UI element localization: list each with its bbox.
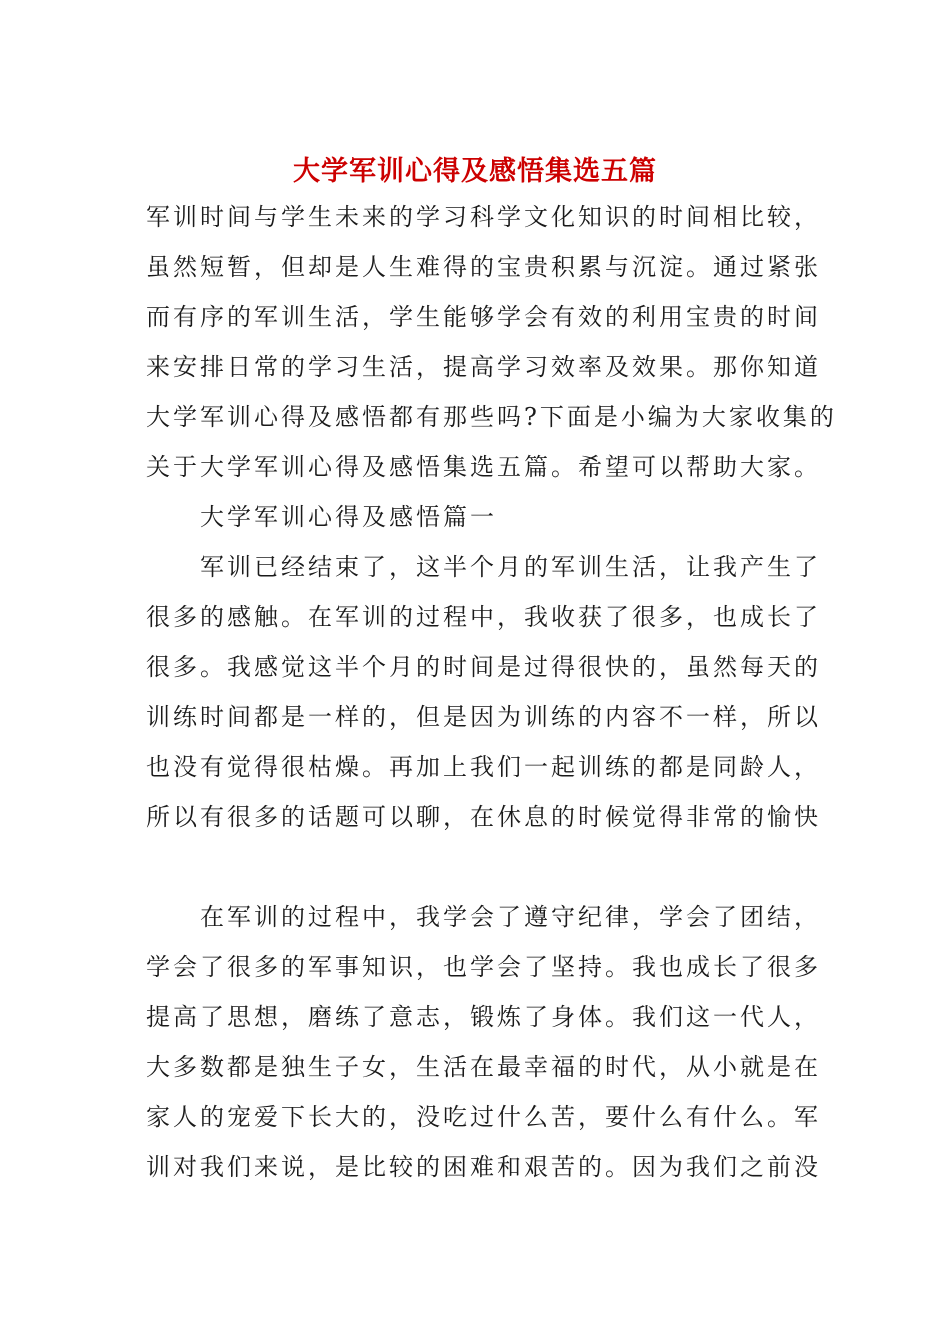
body-line-12: 所以有很多的话题可以聊，在休息的时候觉得非常的愉快 <box>146 803 821 831</box>
body-line-4: 来安排日常的学习生活，提高学习效率及效果。那你知道 <box>146 353 821 381</box>
body-line-13: 在军训的过程中，我学会了遵守纪律，学会了团结， <box>200 903 821 931</box>
body-line-16: 大多数都是独生子女，生活在最幸福的时代，从小就是在 <box>146 1053 821 1081</box>
body-line-14: 学会了很多的军事知识，也学会了坚持。我也成长了很多 <box>146 953 821 981</box>
body-line-5: 大学军训心得及感悟都有那些吗?下面是小编为大家收集的 <box>146 403 837 431</box>
body-line-10: 训练时间都是一样的，但是因为训练的内容不一样，所以 <box>146 703 821 731</box>
document-title: 大学军训心得及感悟集选五篇 <box>293 156 657 187</box>
body-line-3: 而有序的军训生活，学生能够学会有效的利用宝贵的时间 <box>146 303 821 331</box>
body-line-9: 很多。我感觉这半个月的时间是过得很快的，虽然每天的 <box>146 653 821 681</box>
body-line-2: 虽然短暂，但却是人生难得的宝贵积累与沉淀。通过紧张 <box>146 253 821 281</box>
body-line-1: 军训时间与学生未来的学习科学文化知识的时间相比较， <box>146 203 821 231</box>
body-line-11: 也没有觉得很枯燥。再加上我们一起训练的都是同龄人， <box>146 753 821 781</box>
section-heading: 大学军训心得及感悟篇一 <box>200 503 497 531</box>
body-line-15: 提高了思想，磨练了意志，锻炼了身体。我们这一代人， <box>146 1003 821 1031</box>
body-line-7: 军训已经结束了，这半个月的军训生活，让我产生了 <box>200 553 821 581</box>
body-line-6: 关于大学军训心得及感悟集选五篇。希望可以帮助大家。 <box>146 453 821 481</box>
body-line-17: 家人的宠爱下长大的，没吃过什么苦，要什么有什么。军 <box>146 1103 821 1131</box>
body-line-18: 训对我们来说，是比较的困难和艰苦的。因为我们之前没 <box>146 1153 821 1181</box>
body-line-8: 很多的感触。在军训的过程中，我收获了很多，也成长了 <box>146 603 821 631</box>
